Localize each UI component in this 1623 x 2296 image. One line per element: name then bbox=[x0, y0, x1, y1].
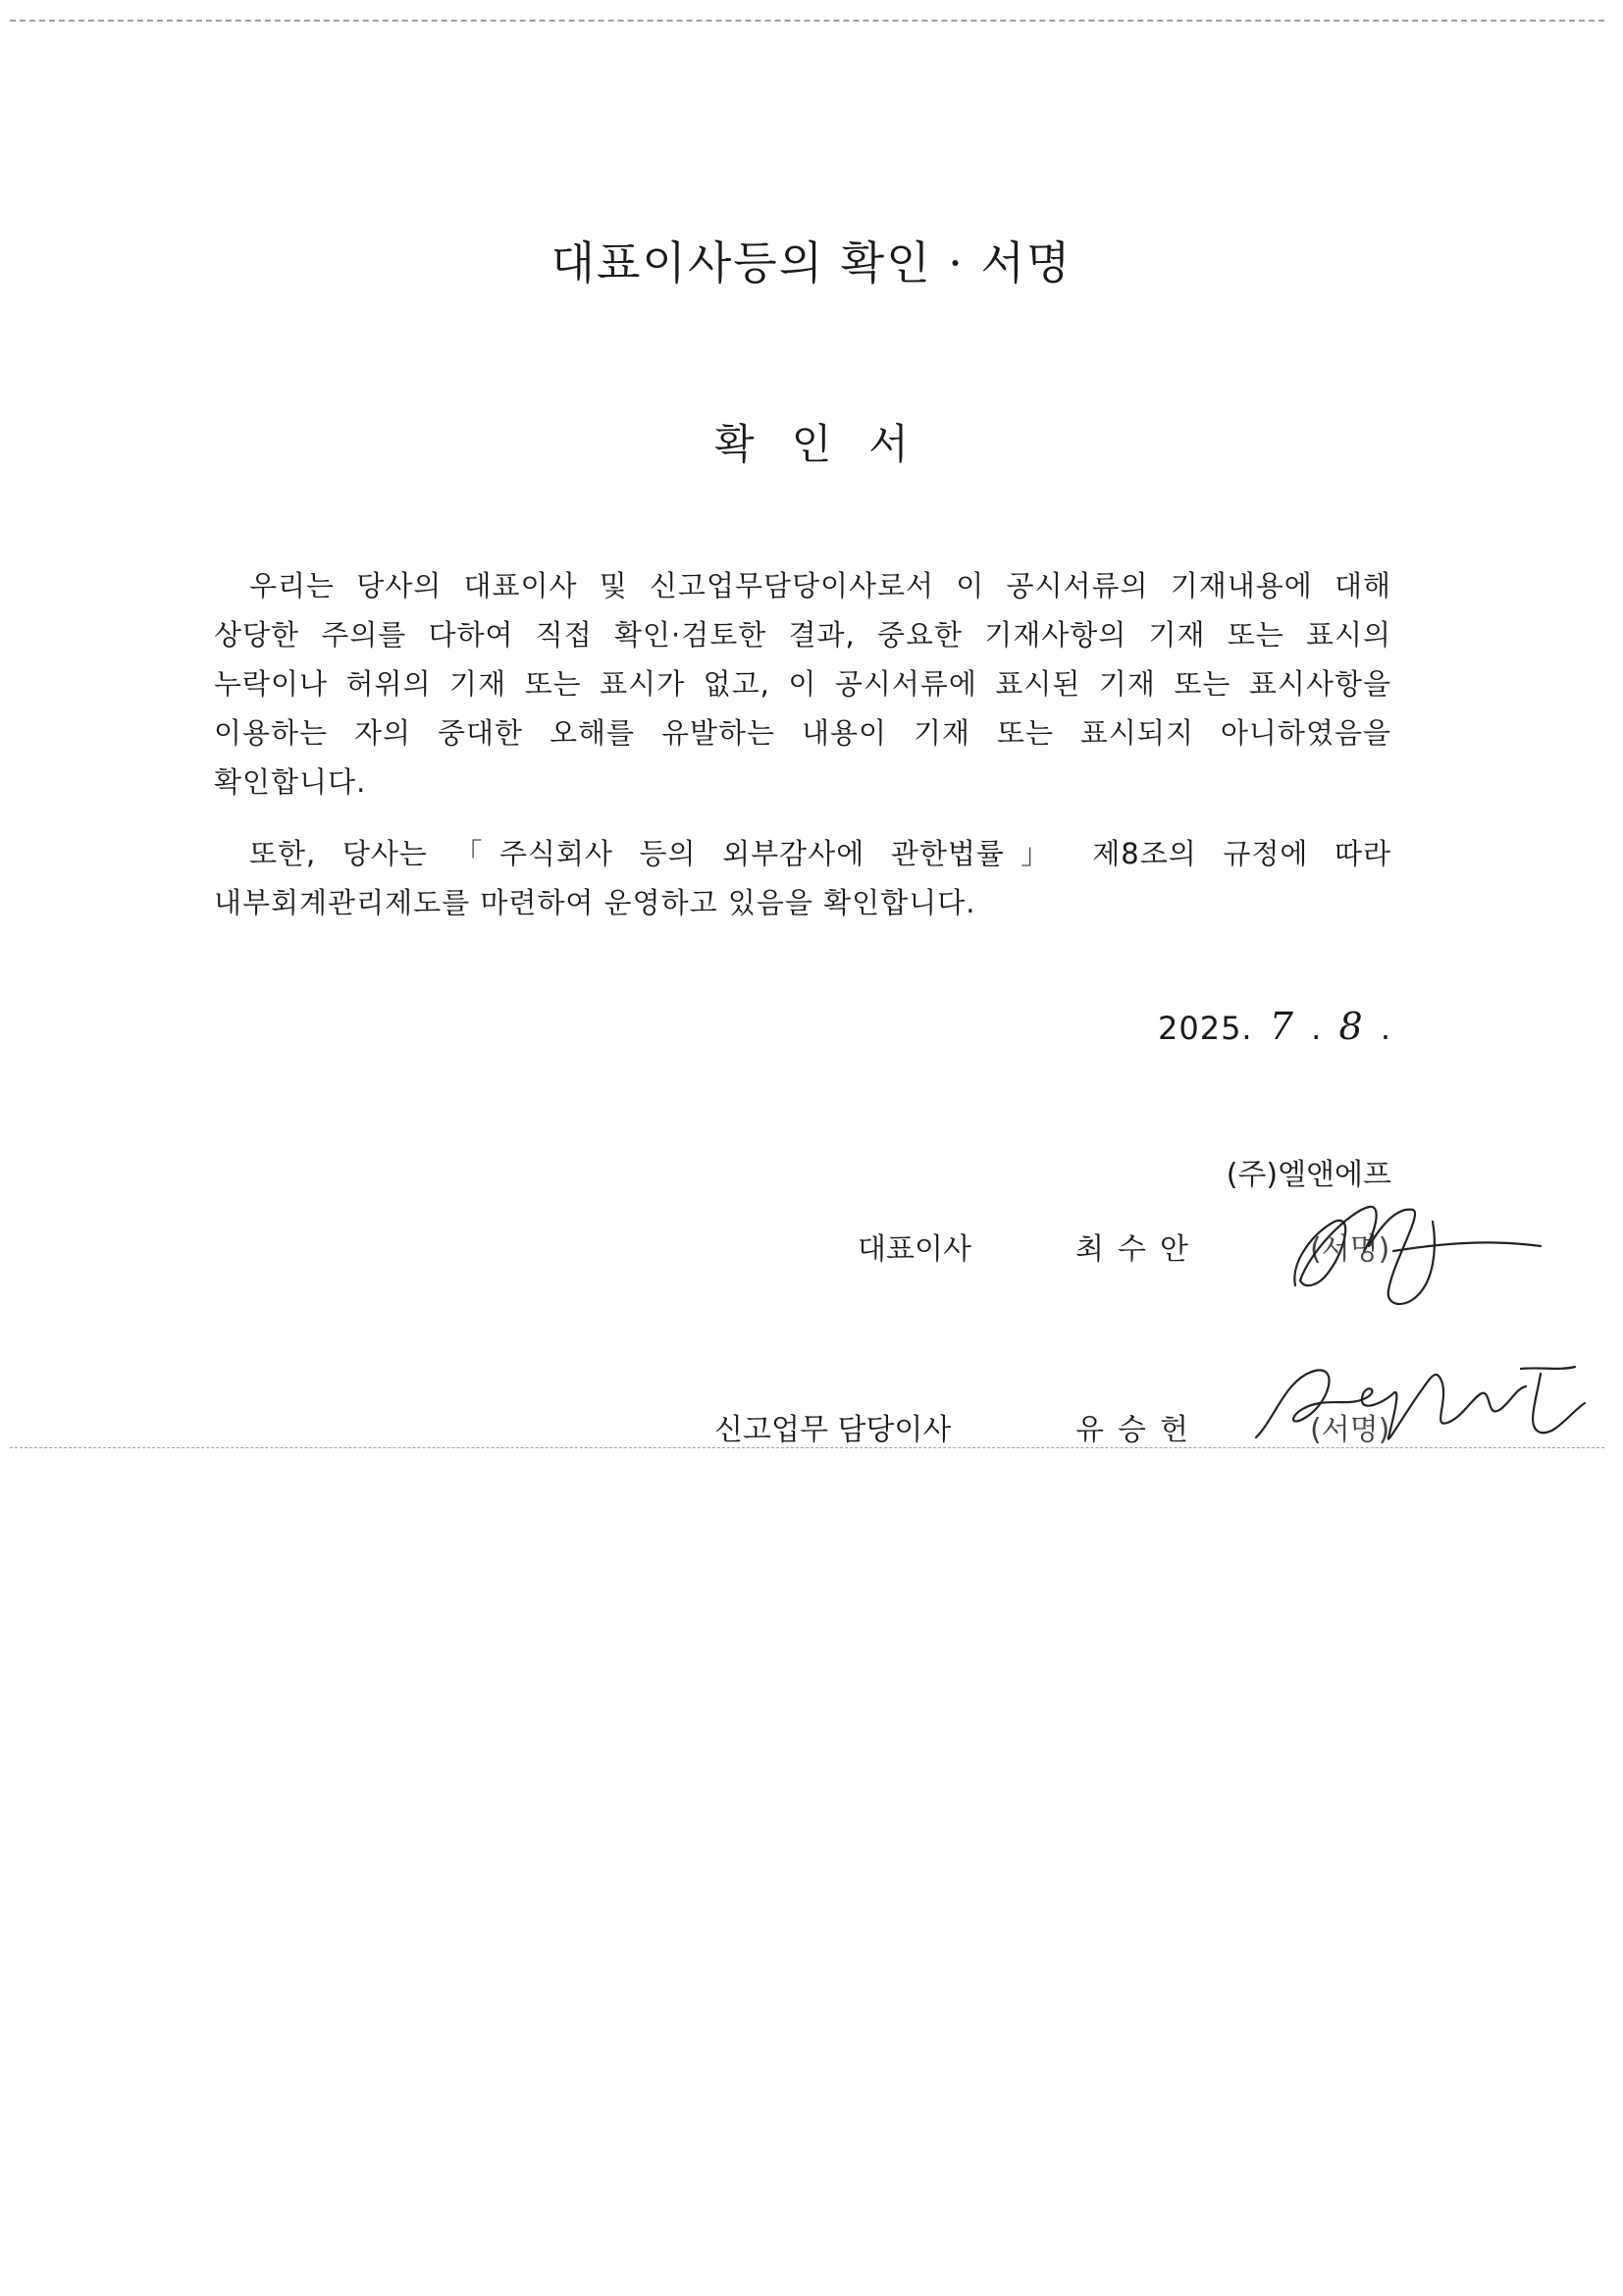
signature-placeholder: (서명) bbox=[1310, 1232, 1390, 1267]
company-name: (주)엘앤에프 bbox=[1226, 1158, 1391, 1192]
date-year: 2025. bbox=[1157, 1010, 1253, 1047]
date-day-handwritten: 8 bbox=[1338, 1005, 1364, 1048]
scan-artifact-top bbox=[10, 20, 1604, 22]
signatory-name: 유승헌 bbox=[1075, 1413, 1202, 1447]
signatory-role: 신고업무 담당이사 bbox=[714, 1413, 952, 1447]
paragraph-confirmation: 우리는 당사의 대표이사 및 신고업무담당이사로서 이 공시서류의 기재내용에 대해 상당한 주의를 다하여 직접 확인·검토한 결과, 중요한 기재사항의 기재 또는 표시의 누락이나 허위의 기재 또는 표시가 없고, 이 공시서류에 표시된 기재 또는 표시사항을 이용하는 자의 중대한 오해를 유발하는 내용이 기재 또는 표시되지 아니하였음을 확인합니다. bbox=[214, 569, 1391, 799]
date-separator-end: . bbox=[1380, 1010, 1391, 1047]
signatory-ceo bbox=[0, 1225, 1623, 1267]
date-separator: . bbox=[1311, 1010, 1323, 1047]
paragraph-internal-control: 또한, 당사는 「주식회사 등의 외부감사에 관한법률」 제8조의 규정에 따라 내부회계관리제도를 마련하여 운영하고 있음을 확인합니다. bbox=[214, 837, 1391, 919]
scan-artifact-middle bbox=[10, 1447, 1604, 1448]
signature-placeholder: (서명) bbox=[1310, 1413, 1390, 1447]
document-date bbox=[1158, 1005, 1391, 1048]
signatory-name: 최수안 bbox=[1075, 1232, 1202, 1267]
signatory-disclosure-officer bbox=[0, 1405, 1623, 1447]
document-subtitle: 확인서 bbox=[714, 420, 946, 468]
signatory-role: 대표이사 bbox=[858, 1232, 971, 1267]
date-month-handwritten: 7 bbox=[1269, 1005, 1294, 1048]
document-title: 대표이사등의 확인 · 서명 bbox=[550, 236, 1073, 289]
